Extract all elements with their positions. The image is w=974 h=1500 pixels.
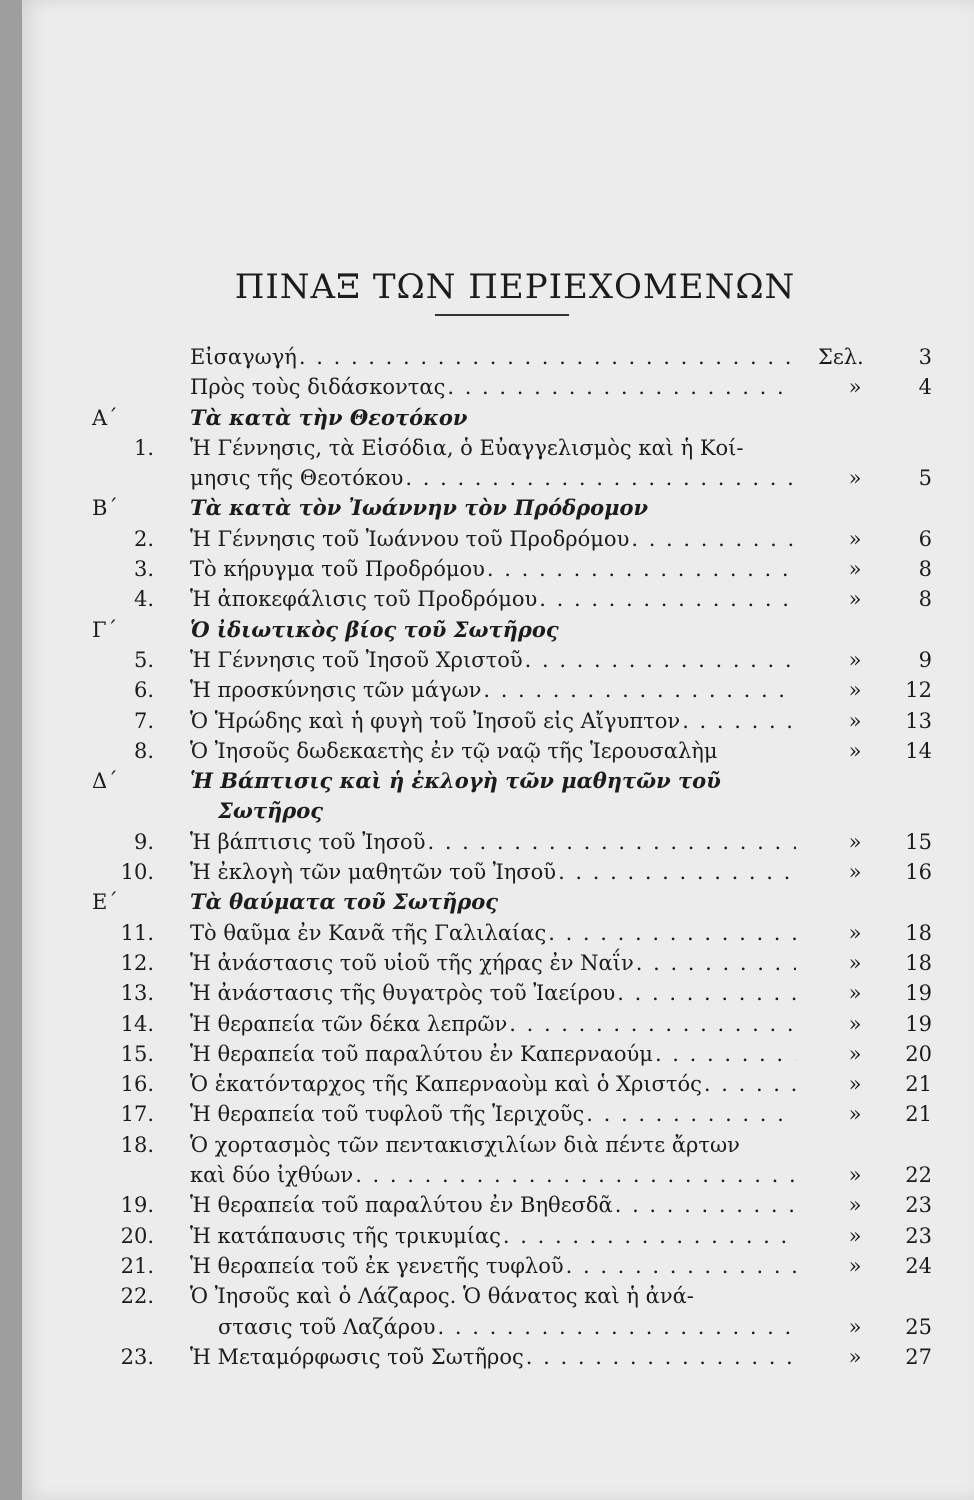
entry-title [218,1312,796,1342]
dot-leader [355,1160,796,1190]
ditto-mark: » [848,1102,862,1127]
entry-number: 15. [120,1041,154,1066]
page-number: 19 [905,981,932,1006]
toc-entry [0,1069,974,1099]
entry-number: 18. [120,1132,154,1157]
entry-text: Τὸ θαῦμα ἐν Κανᾶ τῆς Γαλιλαίας [190,920,547,945]
entry-text: Ὁ ἑκατόνταρχος τῆς Καπερναοὺμ καὶ ὁ Χριστός [190,1072,702,1097]
toc-entry [0,978,974,1008]
entry-title [190,403,796,433]
entry-title [190,1069,796,1099]
entry-title [190,1190,796,1220]
entry-title [190,918,796,948]
page-number: 18 [905,920,932,945]
entry-number: 16. [120,1072,154,1097]
ditto-mark: » [848,466,862,491]
section-heading: Τὰ θαύματα τοῦ Σωτῆρος [190,889,498,915]
dot-leader [427,827,796,857]
entry-text: στασις τοῦ Λαζάρου [218,1314,436,1339]
dot-leader [631,524,796,554]
entry-title [218,796,796,826]
dot-leader [615,1190,796,1220]
page-number: 19 [905,1011,932,1036]
entry-title [190,1281,796,1311]
entry-number: 12. [120,950,154,975]
section-heading: Σωτῆρος [218,798,323,824]
ditto-mark: » [848,1253,862,1278]
entry-title [190,736,796,766]
entry-title [190,706,796,736]
dot-leader [617,978,796,1008]
entry-text: Τὸ κήρυγμα τοῦ Προδρόμου [190,557,485,582]
entry-number: 19. [120,1193,154,1218]
page-number: 24 [905,1253,932,1278]
entry-text: μησις τῆς Θεοτόκου [190,466,404,491]
toc-entry [0,1130,974,1160]
entry-text: Ἡ θεραπεία τοῦ παραλύτου ἐν Βηθεσδᾶ [190,1193,613,1218]
dot-leader [558,857,796,887]
page-number: 14 [905,738,932,763]
entry-title [190,1221,796,1251]
section-letter: Γ΄ [92,617,118,642]
entry-text: Ἡ βάπτισις τοῦ Ἰησοῦ [190,829,426,854]
entry-number: 7. [133,708,154,733]
entry-title [190,857,796,887]
ditto-mark: » [848,708,862,733]
ditto-mark: » [848,1314,862,1339]
entry-text: Ἡ Γέννησις, τὰ Εἰσόδια, ὁ Εὐαγγελισμὸς καὶ ἡ Κοί- [190,435,744,460]
toc-entry [0,1312,974,1342]
entry-number: 23. [120,1344,154,1369]
entry-number: 4. [133,587,154,612]
entry-number: 3. [133,557,154,582]
entry-title [190,372,796,402]
ditto-mark: » [848,1011,862,1036]
entry-text: Ὁ Ἰησοῦς δωδεκαετὴς ἐν τῷ ναῷ τῆς Ἱερουσαλὴμ [190,738,718,763]
dot-leader [539,584,796,614]
entry-text: Ἡ Γέννησις τοῦ Ἰωάννου τοῦ Προδρόμου [190,526,630,551]
toc-entry [0,1099,974,1129]
dot-leader [704,1069,796,1099]
entry-number: 17. [120,1102,154,1127]
toc-entry [0,948,974,978]
entry-text: Ἡ θεραπεία τῶν δέκα λεπρῶν [190,1011,508,1036]
section-letter: Α΄ [92,405,118,430]
ditto-mark: » [848,981,862,1006]
page-number: 4 [918,375,932,400]
toc-entry [0,736,974,766]
toc-entry [0,827,974,857]
entry-text: Ἡ προσκύνησις τῶν μάγων [190,678,482,703]
ditto-mark: » [848,738,862,763]
entry-title [190,584,796,614]
section-heading: Ἡ Βάπτισις καὶ ἡ ἐκλογὴ τῶν μαθητῶν τοῦ [190,768,721,794]
title-divider [435,314,569,316]
toc-entry [0,857,974,887]
section-letter: Ε΄ [92,890,118,915]
dot-leader [548,918,796,948]
entry-number: 1. [133,435,154,460]
toc-entry [0,1160,974,1190]
page-number: 9 [918,647,932,672]
dot-leader [299,342,796,372]
ditto-mark: » [848,829,862,854]
toc-entry [0,493,974,523]
toc-entry [0,1039,974,1069]
entry-title [190,615,796,645]
entry-text: Ἡ ἐκλογὴ τῶν μαθητῶν τοῦ Ἰησοῦ [190,860,557,885]
page-number: 6 [918,526,932,551]
page-number: 22 [905,1163,932,1188]
entry-number: 21. [120,1253,154,1278]
toc-entry [0,796,974,826]
page-number: 5 [918,466,932,491]
page-number: 3 [918,345,932,369]
ditto-mark: » [848,1193,862,1218]
entry-title [190,1099,796,1129]
section-letter: Δ΄ [92,769,118,794]
page-number: 27 [905,1344,932,1369]
ditto-mark: » [848,920,862,945]
entry-title [190,1130,796,1160]
entry-number: 5. [133,647,154,672]
toc-entry [0,887,974,917]
toc-entry [0,766,974,796]
section-heading: Ὁ ἰδιωτικὸς βίος τοῦ Σωτῆρος [190,616,559,642]
entry-text: Ἡ θεραπεία τοῦ παραλύτου ἐν Καπερναούμ [190,1041,653,1066]
toc-entry [0,433,974,463]
entry-text: Ἡ θεραπεία τοῦ ἐκ γενετῆς τυφλοῦ [190,1253,564,1278]
dot-leader [438,1312,796,1342]
dot-leader [526,1342,796,1372]
ditto-mark: » [848,950,862,975]
ditto-mark: » [848,1072,862,1097]
entry-title [190,766,796,796]
entry-title [190,433,796,463]
entry-number: 14. [120,1011,154,1036]
ditto-mark: » [848,647,862,672]
entry-text: Ἡ ἀνάστασις τοῦ υἱοῦ τῆς χήρας ἐν Ναΐν [190,950,634,975]
entry-text: Ἡ Μεταμόρφωσις τοῦ Σωτῆρος [190,1344,524,1369]
entry-text: Εἰσαγωγή [190,345,297,369]
dot-leader [566,1251,796,1281]
toc-entry [0,372,974,402]
page-number: 18 [905,950,932,975]
entry-title [190,887,796,917]
ditto-mark: » [848,526,862,551]
page-number: 23 [905,1193,932,1218]
toc-entry [0,1342,974,1372]
page-number: 15 [905,829,932,854]
entry-number: 10. [120,860,154,885]
toc-entry [0,524,974,554]
page-number: 25 [905,1314,932,1339]
dot-leader [636,948,796,978]
entry-text: Ὁ Ἰησοῦς καὶ ὁ Λάζαρος. Ὁ θάνατος καὶ ἡ ἀνά- [190,1284,694,1309]
page-number: 16 [905,860,932,885]
entry-title [190,1009,796,1039]
toc-entry [0,554,974,584]
page-number: 21 [905,1102,932,1127]
dot-leader [525,645,796,675]
dot-leader [487,554,796,584]
entry-text: Ἡ ἀποκεφάλισις τοῦ Προδρόμου [190,587,538,612]
toc-entry [0,615,974,645]
entry-title [190,1160,796,1190]
toc-entry [0,645,974,675]
entry-number: 2. [133,526,154,551]
page-column-label: Σελ. [818,345,864,369]
entry-number: 8. [133,738,154,763]
toc-entry [0,918,974,948]
entry-title [190,645,796,675]
toc-entry [0,706,974,736]
entry-number: 11. [120,920,154,945]
dot-leader [509,1009,796,1039]
dot-leader [483,675,796,705]
entry-text: Ἡ Γέννησις τοῦ Ἰησοῦ Χριστοῦ [190,647,523,672]
entry-text: Ἡ κατάπαυσις τῆς τρικυμίας [190,1223,501,1248]
dot-leader [503,1221,796,1251]
entry-text: Πρὸς τοὺς διδάσκοντας [190,375,446,400]
entry-title [190,554,796,584]
page-number: 12 [905,678,932,703]
entry-title [190,978,796,1008]
section-letter: Β΄ [92,496,118,521]
entry-title [190,342,796,372]
entry-number: 9. [133,829,154,854]
dot-leader [405,463,796,493]
entry-number: 6. [133,678,154,703]
toc-entry [0,1190,974,1220]
entry-title [190,1251,796,1281]
page-number: 13 [905,708,932,733]
toc-entry [0,1251,974,1281]
dot-leader [586,1099,796,1129]
entry-title [190,1039,796,1069]
ditto-mark: » [848,1344,862,1369]
entry-number: 13. [120,981,154,1006]
toc-entry [0,342,974,372]
toc-entry [0,1281,974,1311]
section-heading: Τὰ κατὰ τὴν Θεοτόκον [190,404,468,430]
entry-text: Ὁ χορτασμὸς τῶν πεντακισχιλίων διὰ πέντε ἄρτων [190,1132,740,1157]
section-heading: Τὰ κατὰ τὸν Ἰωάννην τὸν Πρόδρομον [190,495,649,521]
ditto-mark: » [848,1041,862,1066]
entry-number: 22. [120,1284,154,1309]
page-number: 20 [905,1041,932,1066]
ditto-mark: » [848,587,862,612]
toc-entry [0,1009,974,1039]
ditto-mark: » [848,1163,862,1188]
ditto-mark: » [848,1223,862,1248]
entry-text: Ἡ θεραπεία τοῦ τυφλοῦ τῆς Ἱεριχοῦς [190,1102,585,1127]
dot-leader [682,706,796,736]
toc-entry [0,1221,974,1251]
toc-entry [0,463,974,493]
toc-entry [0,584,974,614]
page-number: 8 [918,557,932,582]
ditto-mark: » [848,678,862,703]
entry-title [190,524,796,554]
ditto-mark: » [848,860,862,885]
page-number: 21 [905,1072,932,1097]
entry-title [190,1342,796,1372]
page-title: ΠΙΝΑΞ ΤΩΝ ΠΕΡΙΕΧΟΜΕΝΩΝ [234,266,796,307]
entry-text: Ὁ Ἡρώδης καὶ ἡ φυγὴ τοῦ Ἰησοῦ εἰς Αἴγυπτον [190,708,681,733]
entry-title [190,463,796,493]
dot-leader [447,372,796,402]
ditto-mark: » [848,375,862,400]
ditto-mark: » [848,557,862,582]
toc-entry [0,675,974,705]
entry-title [190,827,796,857]
page-number: 23 [905,1223,932,1248]
entry-text: Ἡ ἀνάστασις τῆς θυγατρὸς τοῦ Ἰαείρου [190,981,616,1006]
page-number: 8 [918,587,932,612]
dot-leader [655,1039,796,1069]
entry-title [190,493,796,523]
entry-title [190,675,796,705]
table-of-contents [0,342,974,1372]
toc-entry [0,403,974,433]
entry-number: 20. [120,1223,154,1248]
entry-text: καὶ δύο ἰχθύων [190,1163,354,1188]
entry-title [190,948,796,978]
